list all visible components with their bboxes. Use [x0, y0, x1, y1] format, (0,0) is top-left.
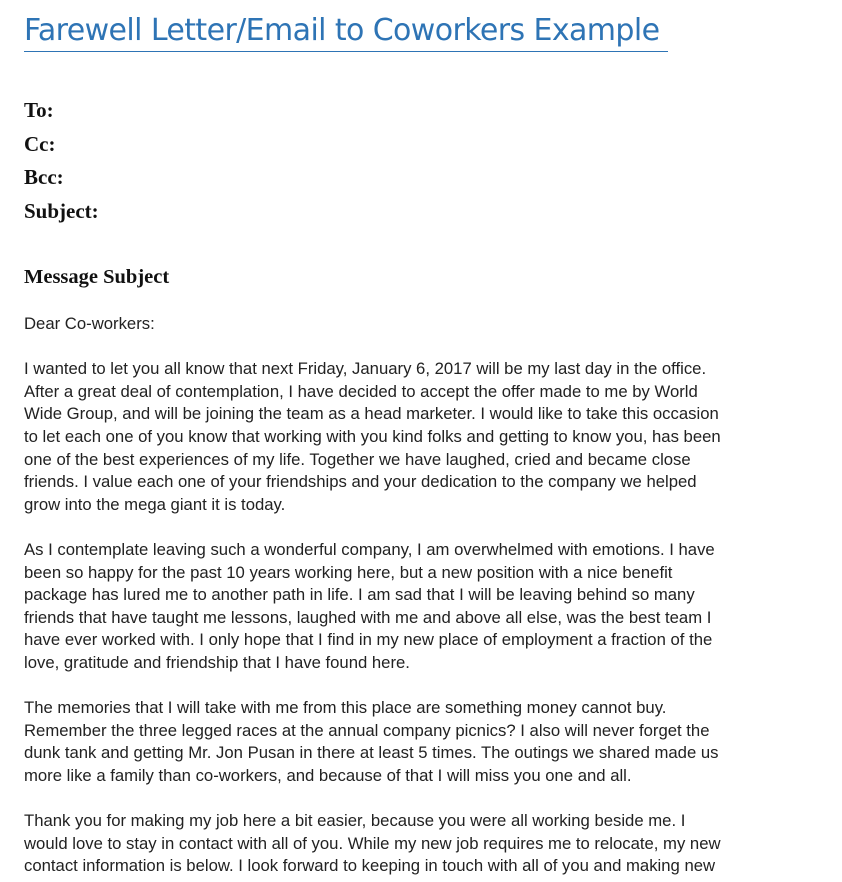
paragraph-line: I wanted to let you all know that next Friday, January 6, 2017 will be my last day in the office.: [24, 359, 707, 379]
paragraph-line: to let each one of you know that working with you kind folks and getting to know you, has been: [24, 426, 721, 446]
bcc-field-label: Bcc:: [24, 165, 64, 189]
paragraph-line: friends. I value each one of your friendships and your dedication to the company we helped: [24, 472, 697, 492]
paragraph-line: friends that have taught me lessons, laughed with me and above all else, was the best team I: [24, 607, 712, 627]
message-subject-heading: Message Subject: [24, 266, 170, 288]
subject-field-label: Subject:: [24, 198, 99, 223]
paragraph-4: [24, 810, 824, 878]
paragraph-line: been so happy for the past 10 years working here, but a new position with a nice benefit: [24, 562, 673, 582]
title-underline: [24, 51, 668, 52]
paragraph-3: [24, 697, 824, 787]
paragraph-line: Thank you for making my job here a bit easier, because you were all working beside me. I: [24, 811, 686, 831]
paragraph-line: love, gratitude and friendship that I have found here.: [24, 652, 410, 672]
letter-body: [24, 313, 824, 882]
salutation: Dear Co-workers:: [24, 314, 155, 333]
paragraph-2: [24, 539, 824, 675]
paragraph-line: grow into the mega giant it is today.: [24, 494, 286, 514]
to-field-label: To:: [24, 98, 54, 122]
paragraph-line: Wide Group, and will be joining the team as a head marketer. I would like to take this occasion: [24, 404, 719, 424]
paragraph-line: package has lured me to another path in life. I am sad that I will be leaving behind so many: [24, 585, 695, 605]
cc-field-label: Cc:: [24, 131, 56, 156]
paragraph-line: After a great deal of contemplation, I have decided to accept the offer made to me by World: [24, 381, 698, 401]
paragraph-line: more like a family than co-workers, and because of that I will miss you one and all.: [24, 765, 632, 785]
paragraph-line: one of the best experiences of my life. Together we have laughed, cried and became close: [24, 449, 691, 469]
email-header-fields: [24, 94, 99, 228]
paragraph-line: have ever worked with. I only hope that I find in my new place of employment a fraction of the: [24, 630, 713, 650]
paragraph-line: Remember the three legged races at the annual company picnics? I also will never forget the: [24, 720, 710, 740]
paragraph-line: contact information is below. I look forward to keeping in touch with all of you and making new: [24, 856, 716, 876]
paragraph-line: would love to stay in contact with all of you. While my new job requires me to relocate, my new: [24, 833, 721, 853]
paragraph-1: [24, 358, 824, 516]
document-title: Farewell Letter/Email to Coworkers Example: [24, 13, 660, 48]
paragraph-line: As I contemplate leaving such a wonderful company, I am overwhelmed with emotions. I have: [24, 539, 715, 559]
paragraph-line: dunk tank and getting Mr. Jon Pusan in there at least 5 times. The outings we shared made us: [24, 743, 719, 763]
paragraph-line: The memories that I will take with me from this place are something money cannot buy.: [24, 698, 667, 718]
